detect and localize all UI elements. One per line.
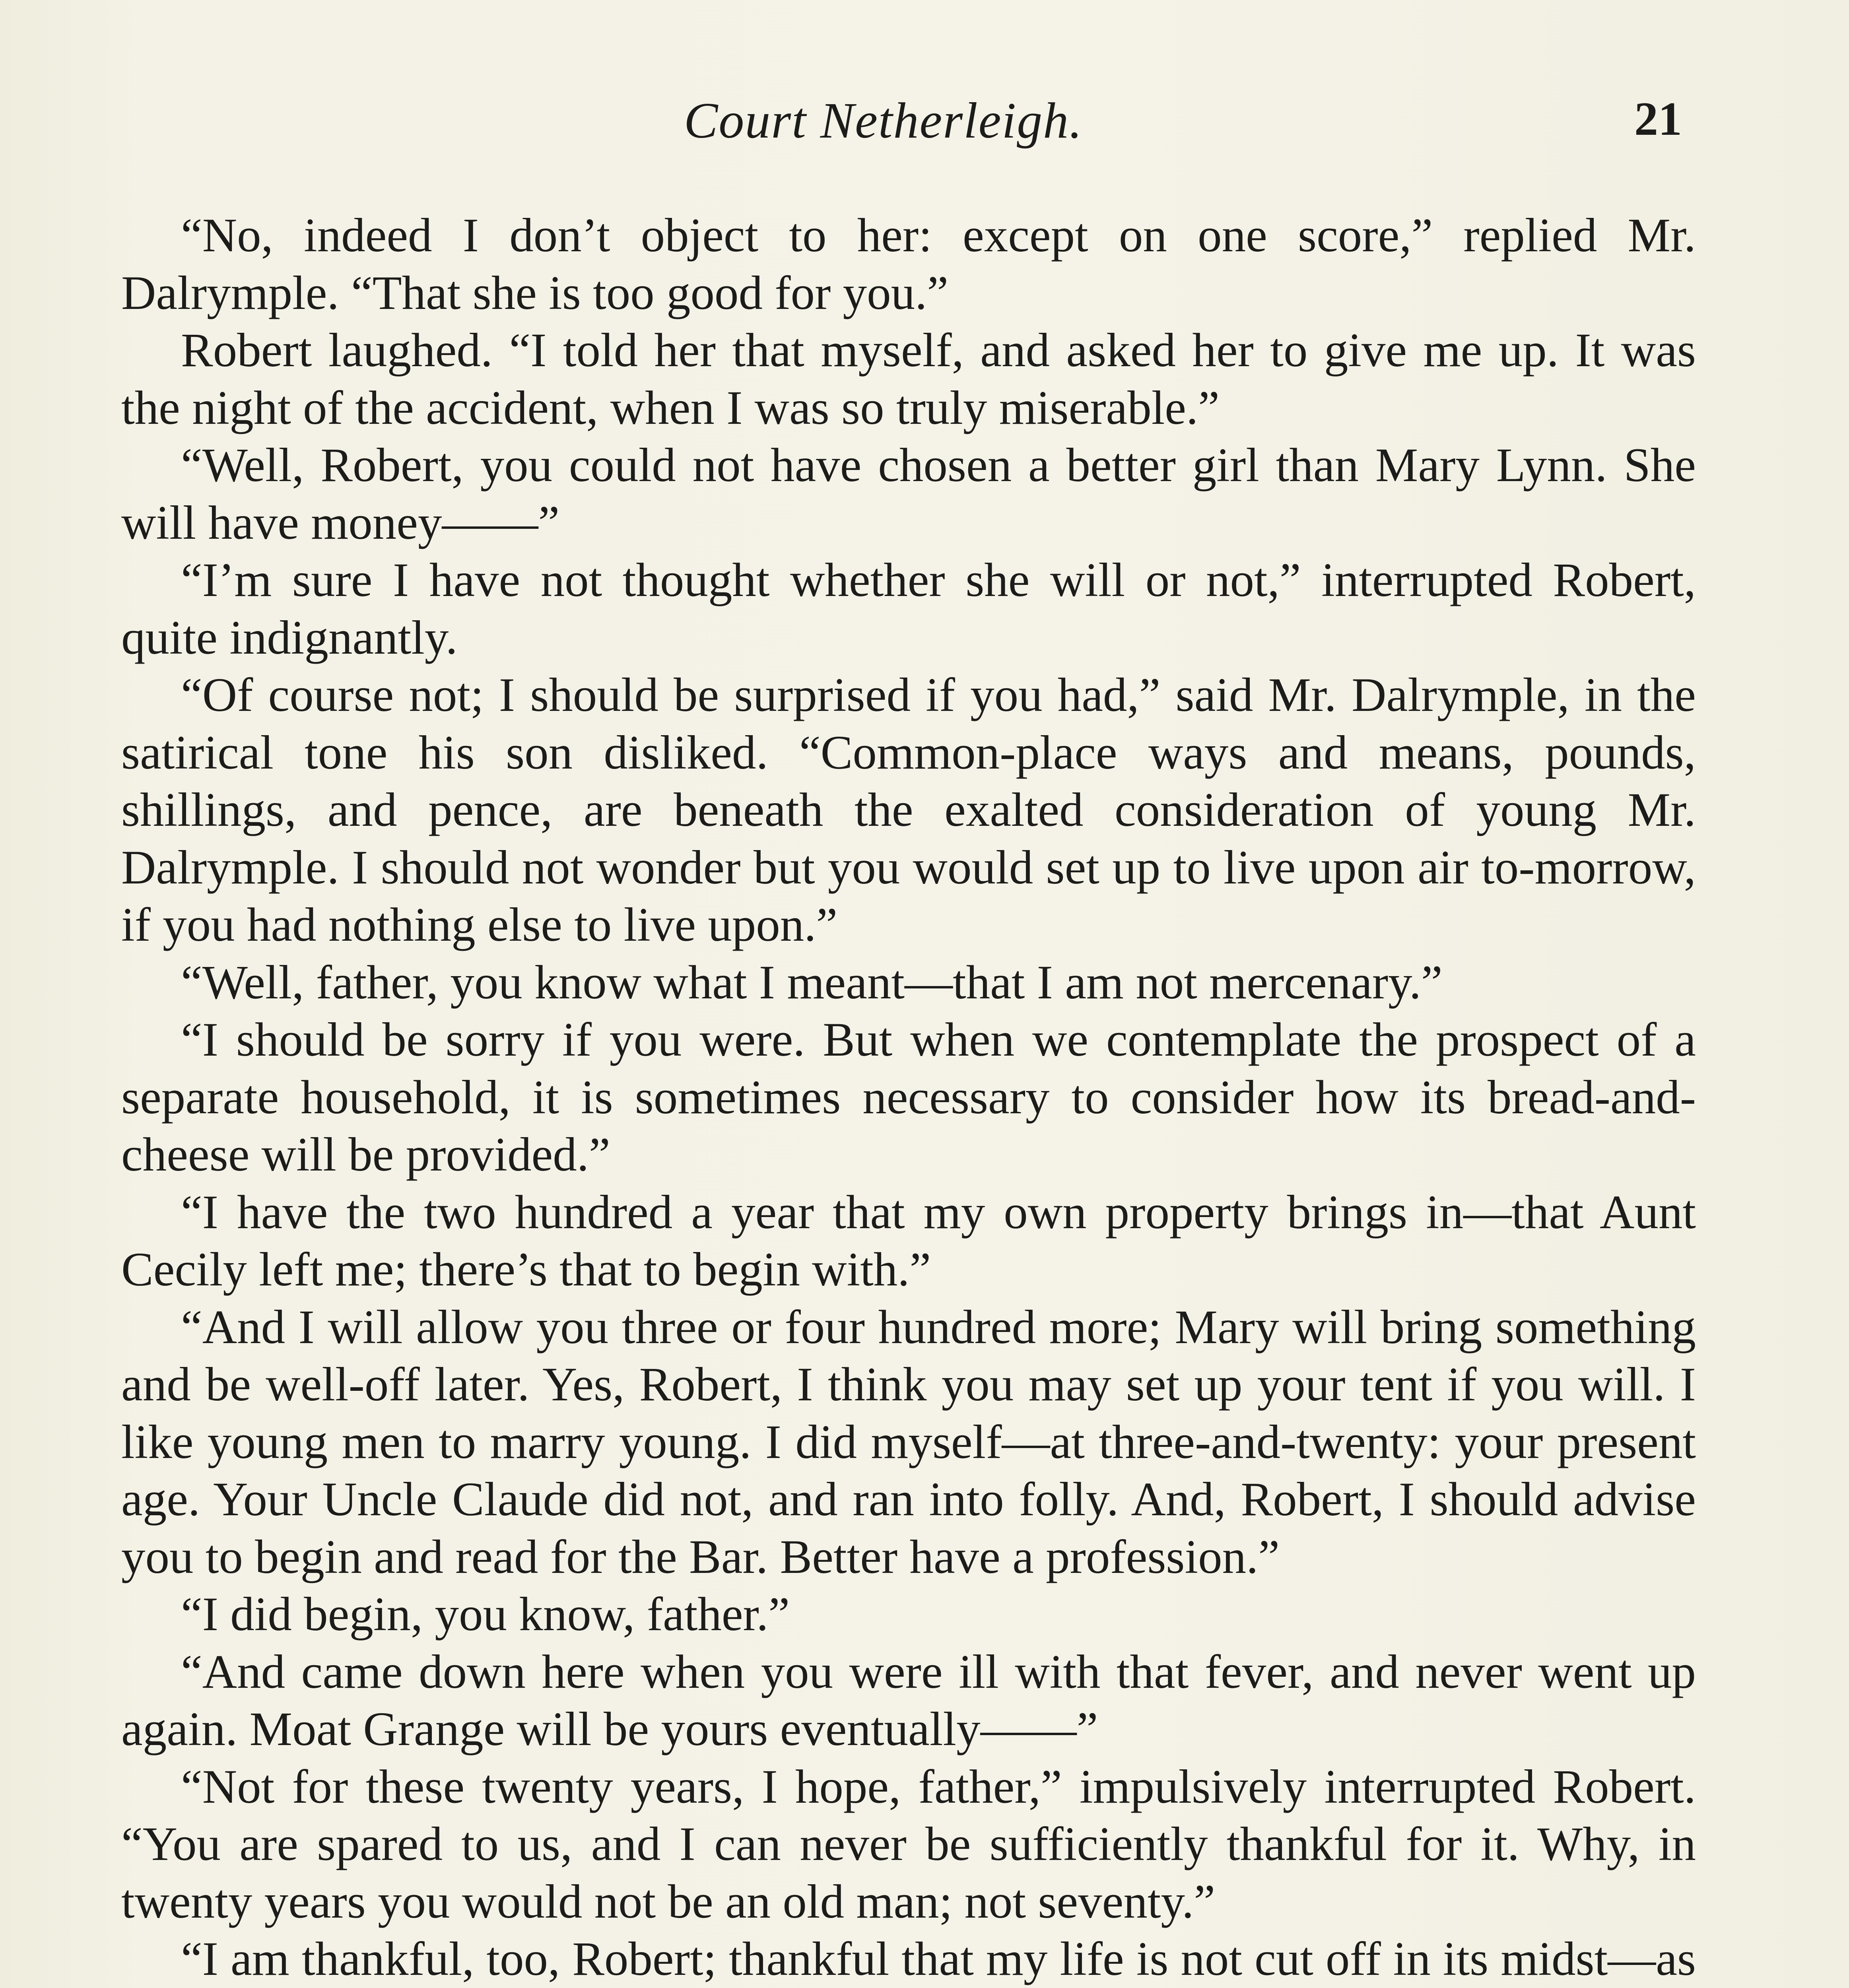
paragraph: Robert laughed. “I told her that myself, and asked her to give me up. It was the night of the accident, when I was so truly miserable.” (121, 324, 1696, 435)
paragraph: “Well, father, you know what I meant—that I am not mercenary.” (181, 955, 1443, 1009)
page-number: 21 (1634, 92, 1682, 145)
page-header (0, 91, 1849, 155)
paragraph: “Of course not; I should be surprised if you had,” said Mr. Dalrymple, in the satirical tone his son disliked. “Common-place ways and means, pounds, shillings, and pence, are beneath the exalted consideration of young Mr. Dalrymple. I should not wonder but you would set up to live upon air to-morrow, if you had nothing else to live upon.” (121, 668, 1696, 951)
running-title: Court Netherleigh. (684, 92, 1083, 149)
paragraph: “I’m sure I have not thought whether she will or not,” interrupted Robert, quite indignantly. (121, 553, 1696, 664)
paragraph: “And came down here when you were ill with that fever, and never went up again. Moat Grange will be yours eventually——” (121, 1645, 1696, 1756)
paragraph: “Not for these twenty years, I hope, father,” impulsively interrupted Robert. “You are spared to us, and I can never be sufficiently thankful for it. Why, in twenty years you would not be an old man; not seventy.” (121, 1760, 1696, 1928)
paragraph: “I have the two hundred a year that my own property brings in—that Aunt Cecily left me; there’s that to begin with.” (121, 1185, 1696, 1296)
paragraph: “I did begin, you know, father.” (181, 1588, 790, 1641)
paragraph: “I should be sorry if you were. But when we contemplate the prospect of a separate household, it is sometimes necessary to consider how its bread-and-cheese will be provided.” (121, 1013, 1696, 1181)
paragraph: “I am thankful, too, Robert; thankful that my life is not cut off in its midst—as (181, 1932, 1696, 1986)
paragraph: “Well, Robert, you could not have chosen a better girl than Mary Lynn. She will have money——” (121, 439, 1696, 549)
paragraph: “And I will allow you three or four hundred more; Mary will bring something and be well-off later. Yes, Robert, I think you may set up your tent if you will. I like young men to marry young. I did myself—at three-and-twenty: your present age. Your Uncle Claude did not, and ran into folly. And, Robert, I should advise you to begin and read for the Bar. Better have a profession.” (121, 1300, 1696, 1584)
body-text (121, 207, 1696, 1988)
paragraph: “No, indeed I don’t object to her: except on one score,” replied Mr. Dalrymple. “That she is too good for you.” (121, 209, 1696, 320)
